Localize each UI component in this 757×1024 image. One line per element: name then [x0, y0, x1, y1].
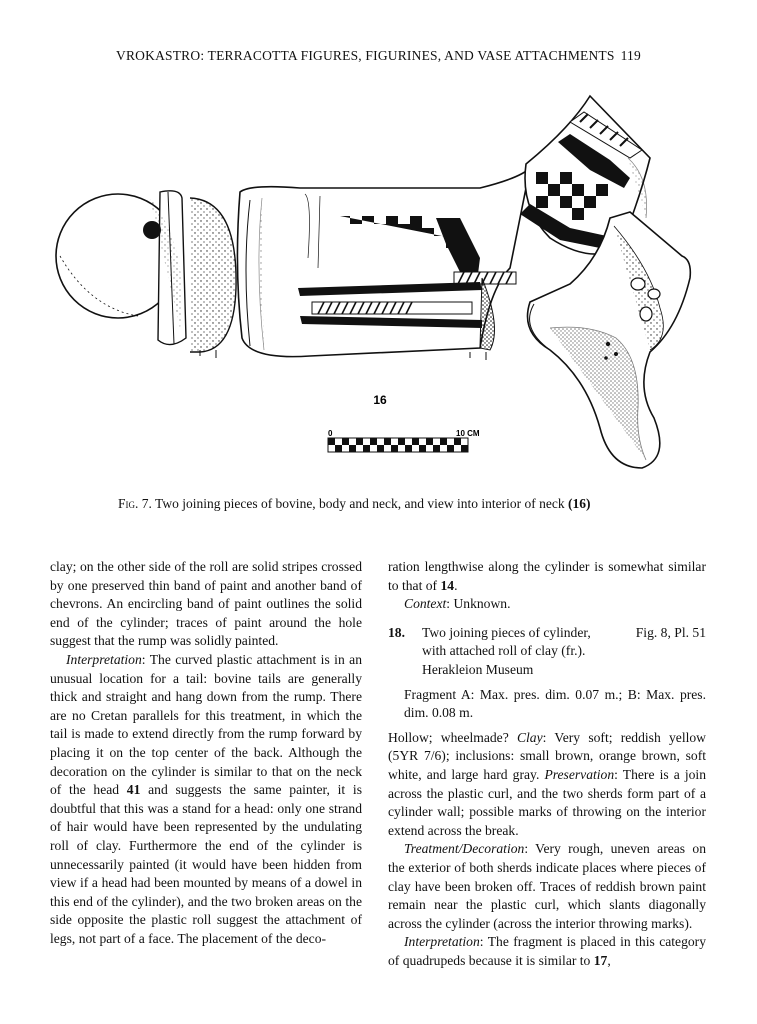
scale-cell [384, 438, 391, 445]
entry-location: Herakleion Museum [422, 661, 534, 677]
paragraph-text: . [454, 577, 458, 593]
paragraph-text: clay; on the other side of the roll are solid stripes crossed by one preserved thin band of paint and another band of chevrons. An encircling band of paint outlines the solid end of the cylinder; traces of paint around the hole suggest that the rump was solidly painted. [50, 559, 362, 649]
scale-start-label: 0 [328, 429, 333, 438]
scale-cell [419, 445, 426, 452]
entry-title: Two joining pieces of cylinder, [422, 624, 591, 640]
scale-cell [405, 445, 412, 452]
right-column [388, 558, 706, 970]
left-column [50, 558, 362, 948]
scale-cell [377, 445, 384, 452]
neck-interior-view [528, 212, 691, 468]
figure-item-label: 16 [373, 393, 387, 407]
catalogue-ref: 14 [440, 577, 455, 593]
scale-cell [349, 445, 356, 452]
paragraph [388, 933, 706, 970]
scale-cell [398, 438, 405, 445]
figure-caption [118, 496, 590, 512]
paragraph-text: , [607, 952, 611, 968]
scale-bar [328, 429, 480, 452]
heading-preservation: Preservation [544, 766, 615, 782]
running-title: VROKASTRO: TERRACOTTA FIGURES, FIGURINES, AND VASE ATTACHMENTS [116, 48, 615, 63]
body-cylinder [237, 168, 530, 360]
heading-interpretation: Interpretation [66, 651, 142, 667]
paragraph-text: ration lengthwise along the cylinder is somewhat similar to that of [388, 559, 706, 593]
paragraph-text: : The fragment is placed in this category of quadrupeds because it is similar to [388, 934, 706, 968]
scale-cell [370, 438, 377, 445]
paragraph [388, 840, 706, 933]
paragraph-text: : Very soft; reddish yellow (5YR 7/6); inclusions: small brown, orange brown, soft white, and large hard gray. [388, 729, 706, 782]
heading-context: Context [404, 596, 447, 612]
paragraph-text: : Unknown. [446, 596, 511, 612]
entry-measurements: Fragment A: Max. pres. dim. 0.07 m.; B: Max. pres. dim. 0.08 m. [404, 686, 706, 721]
scale-cell [328, 438, 335, 445]
scale-cell [461, 445, 468, 452]
scale-cell [454, 438, 461, 445]
catalogue-ref: 41 [126, 782, 141, 798]
entry-number: 18. [388, 624, 405, 640]
paragraph-text: Hollow; wheelmade? [388, 729, 517, 745]
heading-clay: Clay [516, 729, 543, 745]
scale-cell [426, 438, 433, 445]
scale-cell [363, 445, 370, 452]
paragraph [388, 558, 706, 595]
paragraph [50, 651, 362, 949]
paragraph-text: : The curved plastic attachment is in an unusual location for a tail: bovine tails are generally thick and straight and hang down from the rump. There are no Cretan parallels for this treatment, in which the tail is made to extend directly from the rump forward by placing it on the top center of the back. Although the decoration on the cylinder is similar to that on the neck of the head [50, 651, 362, 798]
scale-cell [356, 438, 363, 445]
paragraph [50, 558, 362, 651]
caption-text: Two joining pieces of bovine, body and neck, and view into interior of neck [155, 496, 565, 511]
scale-cell [391, 445, 398, 452]
scale-cell [440, 438, 447, 445]
paragraph-text: and suggests the same painter, it is doubtful that this was a stand for a head: only one strand of hair would have been represented by the undulating roll of clay. Furthermore the end of the cylinder is unnecessarily painted (it would have been hidden from view if a head had been mounted by means of a dowel in this end of the cylinder), and the two broken areas on the side opposite the plastic roll suggest the attachment of legs, not part of a face. The placement of the deco- [50, 782, 362, 946]
rump-end-view [56, 191, 236, 358]
catalogue-entry [388, 624, 706, 680]
scale-end-label: 10 CM [456, 429, 480, 438]
paragraph [388, 595, 706, 614]
running-head [0, 48, 757, 64]
paragraph-text: : Very rough, uneven areas on the exterior of both sherds indicate places where pieces of clay have been broken off. Traces of reddish brown paint remain near the plastic curl, which slants diagonally across the cylinder (across the interior throwing marks). [388, 841, 706, 931]
page-number: 119 [620, 48, 641, 63]
entry-figure-ref: Fig. 8, Pl. 51 [635, 624, 706, 640]
figure-drawing [50, 88, 710, 478]
scale-cell [412, 438, 419, 445]
paragraph-text: : There is a join across the plastic curl, and the two sherds form part of a cylinder wall; possible marks of throwing on the interior extend across the break. [388, 766, 706, 838]
caption-prefix: Fig. 7. [118, 496, 152, 511]
catalogue-ref: 17 [593, 952, 608, 968]
heading-interpretation: Interpretation [404, 934, 480, 950]
scale-cell [342, 438, 349, 445]
scale-cell [447, 445, 454, 452]
scale-cell [335, 445, 342, 452]
entry-subtitle: with attached roll of clay (fr.). [422, 643, 586, 659]
scale-cell [433, 445, 440, 452]
heading-treatment: Treatment/Decoration [404, 841, 525, 857]
caption-ref: (16) [567, 496, 591, 511]
paragraph [388, 729, 706, 841]
